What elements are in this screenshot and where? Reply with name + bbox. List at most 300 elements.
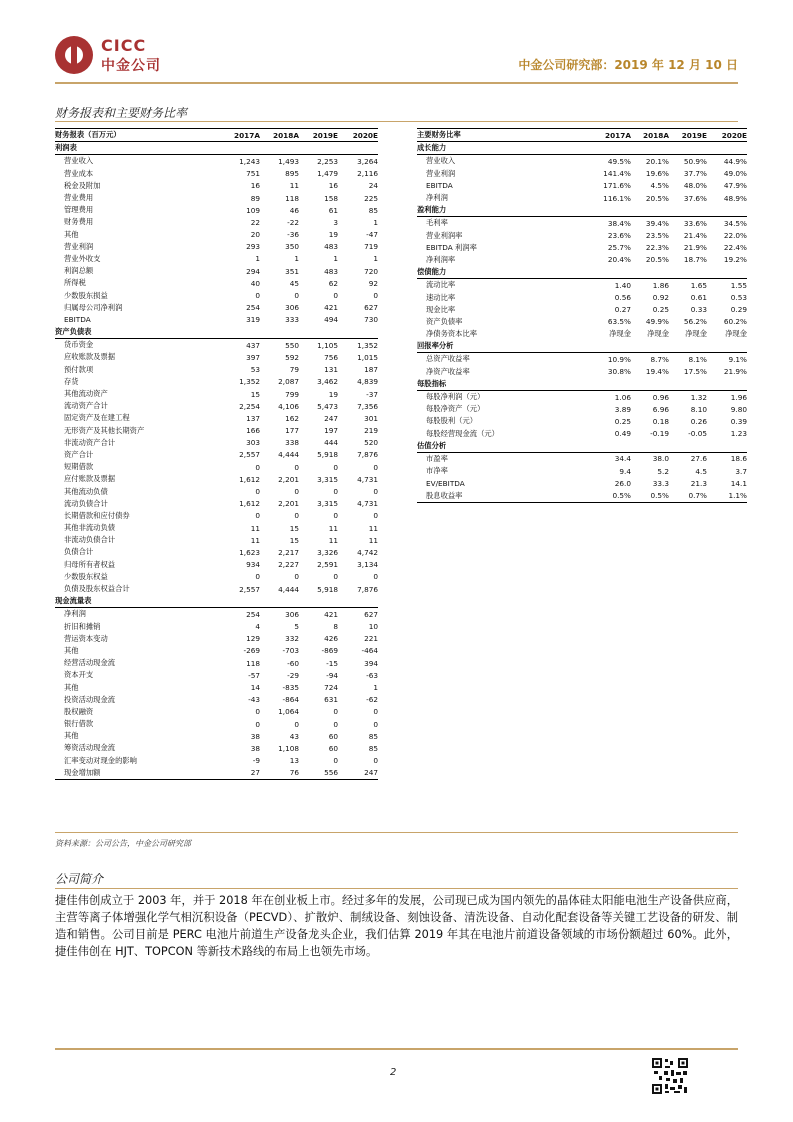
table-row <box>55 621 378 633</box>
row-value: 4,742 <box>357 547 378 557</box>
section-header-row <box>417 340 747 353</box>
row-value: 6.96 <box>652 404 669 414</box>
row-value: 2,087 <box>278 377 299 387</box>
section-title: 估值分析 <box>417 440 747 453</box>
table-row <box>55 461 378 473</box>
row-value: 0 <box>255 462 260 472</box>
row-value: 17.5% <box>683 367 707 377</box>
table-row <box>55 180 378 192</box>
row-value: 9.80 <box>730 404 747 414</box>
row-value: 63.5% <box>607 317 631 327</box>
table-row <box>417 168 747 180</box>
section-divider <box>55 121 738 122</box>
row-label: 折旧和摊销 <box>64 621 101 631</box>
row-value: 247 <box>324 413 338 423</box>
row-value: 49.0% <box>723 169 747 179</box>
row-label: 归母所有者权益 <box>64 559 116 569</box>
row-label: 营业利润率 <box>426 230 463 240</box>
row-value: 7,876 <box>357 450 378 460</box>
row-value: 0 <box>333 719 338 729</box>
row-value: 1,105 <box>317 340 338 350</box>
row-value: 0 <box>373 719 378 729</box>
row-value: 14 <box>250 683 260 693</box>
table-row <box>55 302 378 314</box>
row-value: 724 <box>324 683 338 693</box>
row-value: -43 <box>248 695 260 705</box>
footer-divider <box>55 1048 738 1050</box>
cicc-logo <box>55 36 195 76</box>
table-row <box>55 546 378 558</box>
table-row <box>55 559 378 571</box>
row-value: 550 <box>285 340 299 350</box>
row-value: 483 <box>324 242 338 252</box>
row-value: 1 <box>333 254 338 264</box>
row-label: 现金增加额 <box>55 767 220 780</box>
row-label: 其他非流动负债 <box>64 523 116 533</box>
table-row <box>55 168 378 180</box>
row-value: 38.4% <box>607 218 631 228</box>
row-value: 5,918 <box>317 584 338 594</box>
section-title: 财务报表和主要财务比率 <box>55 106 188 120</box>
logo-en: CICC <box>101 36 147 55</box>
source-note: 资料来源：公司公告，中金公司研究部 <box>55 839 191 848</box>
row-value: 351 <box>285 266 299 276</box>
row-value: 22 <box>250 217 260 227</box>
row-value: 1,015 <box>357 352 378 362</box>
row-value: 1 <box>373 683 378 693</box>
row-label: 税金及附加 <box>64 180 101 190</box>
row-value: 0.53 <box>730 293 747 303</box>
row-value: 44.9% <box>723 156 747 166</box>
row-value: 483 <box>324 266 338 276</box>
row-value: 23.6% <box>607 231 631 241</box>
table-row <box>417 291 747 303</box>
table-row <box>417 328 747 340</box>
row-value: 0 <box>255 291 260 301</box>
intro-divider <box>55 888 738 889</box>
row-value: 85 <box>368 731 378 741</box>
row-label: 净利润 <box>64 609 86 619</box>
row-value: 60 <box>328 731 338 741</box>
page-number: 2 <box>390 1067 397 1078</box>
row-value: 129 <box>246 634 260 644</box>
logo-cn: 中金公司 <box>101 58 161 74</box>
row-value: 3,326 <box>317 547 338 557</box>
table-row <box>55 473 378 485</box>
row-value: 0 <box>255 511 260 521</box>
row-value: 397 <box>246 352 260 362</box>
table-row <box>55 229 378 241</box>
section-title: 盈利能力 <box>417 204 747 217</box>
row-label: 主要财务比率 <box>417 129 591 142</box>
row-value: 0 <box>294 511 299 521</box>
row-value: 5 <box>294 622 299 632</box>
row-value: 799 <box>285 389 299 399</box>
row-value: 332 <box>285 634 299 644</box>
table-row <box>417 230 747 242</box>
row-label: 长期借款和应付债券 <box>64 510 130 520</box>
header-divider <box>55 82 738 84</box>
row-value: 1.86 <box>652 280 669 290</box>
row-value: 20 <box>250 230 260 240</box>
table-row <box>417 180 747 192</box>
table-row <box>55 449 378 461</box>
row-value: 53 <box>250 365 260 375</box>
financial-ratios-table <box>417 128 747 503</box>
row-value: 19.4% <box>645 367 669 377</box>
financial-statements-table <box>55 128 378 780</box>
row-value: 2,254 <box>239 401 260 411</box>
row-value: 303 <box>246 438 260 448</box>
table-row <box>55 633 378 645</box>
row-label: 营运资本变动 <box>64 633 108 643</box>
row-value: 40 <box>250 278 260 288</box>
row-value: 2020E <box>707 129 747 142</box>
table-row <box>417 254 747 266</box>
row-value: 751 <box>246 169 260 179</box>
row-value: 10 <box>368 622 378 632</box>
row-value: 24 <box>368 181 378 191</box>
row-value: 0 <box>373 462 378 472</box>
row-value: 20.5% <box>645 193 669 203</box>
row-value: 2,227 <box>278 560 299 570</box>
row-value: 19 <box>328 389 338 399</box>
row-value: 19.2% <box>723 255 747 265</box>
table-row <box>417 428 747 440</box>
row-label: 财务报表（百万元） <box>55 129 220 142</box>
row-value: 8.7% <box>650 354 669 364</box>
row-value: 421 <box>324 609 338 619</box>
row-value: 20.1% <box>645 156 669 166</box>
row-value: 1,623 <box>239 547 260 557</box>
row-value: 79 <box>289 365 299 375</box>
table-row <box>417 155 747 168</box>
row-value: 14.1 <box>730 478 747 488</box>
row-value: -47 <box>366 230 378 240</box>
table-row <box>55 730 378 742</box>
row-value: 426 <box>324 634 338 644</box>
row-label: 其他 <box>64 229 79 239</box>
row-value: 9.1% <box>728 354 747 364</box>
row-label: 市净率 <box>426 466 448 476</box>
row-value: 1.55 <box>730 280 747 290</box>
row-value: 2,557 <box>239 584 260 594</box>
table-header-row <box>417 129 747 142</box>
row-value: 1,064 <box>278 707 299 717</box>
table-row <box>417 242 747 254</box>
table-row <box>55 265 378 277</box>
row-value: -464 <box>361 646 378 656</box>
row-value: 15 <box>289 535 299 545</box>
row-value: 16 <box>250 181 260 191</box>
row-label: 预付款项 <box>64 364 94 374</box>
row-value: 47.9% <box>723 181 747 191</box>
row-value: 2019E <box>669 129 707 142</box>
row-value: 45 <box>289 278 299 288</box>
row-label: 市盈率 <box>426 453 448 463</box>
row-value: 5.2 <box>657 466 669 476</box>
row-value: 1,493 <box>278 156 299 166</box>
section-header-row <box>417 266 747 279</box>
table-row <box>55 583 378 595</box>
row-value: 13 <box>289 756 299 766</box>
row-value: 421 <box>324 303 338 313</box>
row-value: 197 <box>324 426 338 436</box>
row-value: 4,106 <box>278 401 299 411</box>
row-value: 2,116 <box>357 169 378 179</box>
row-value: 0 <box>373 756 378 766</box>
row-value: 92 <box>368 278 378 288</box>
section-header-row <box>55 142 378 155</box>
row-value: 0 <box>373 707 378 717</box>
row-value: 33.3 <box>652 478 669 488</box>
row-value: 2017A <box>591 129 631 142</box>
row-label: 现金比率 <box>426 304 456 314</box>
row-value: -869 <box>321 646 338 656</box>
table-row <box>55 608 378 621</box>
row-value: 437 <box>246 340 260 350</box>
row-value: 116.1% <box>603 193 631 203</box>
table-row <box>55 289 378 301</box>
row-value: 89 <box>250 193 260 203</box>
row-value: 0 <box>333 756 338 766</box>
row-value: 27.6 <box>690 454 707 464</box>
row-value: 166 <box>246 426 260 436</box>
section-header-row <box>55 595 378 608</box>
row-value: 37.7% <box>683 169 707 179</box>
row-value: 48.0% <box>683 181 707 191</box>
row-value: 171.6% <box>603 181 631 191</box>
row-value: 85 <box>368 743 378 753</box>
row-value: 219 <box>364 426 378 436</box>
row-value: 34.4 <box>614 454 631 464</box>
table-row <box>55 204 378 216</box>
qr-code-icon <box>651 1057 689 1095</box>
row-value: 0.56 <box>614 293 631 303</box>
section-header-row <box>417 378 747 391</box>
row-value: 0.5% <box>591 489 631 502</box>
row-value: 0 <box>373 511 378 521</box>
row-value: 0 <box>294 572 299 582</box>
row-value: 60.2% <box>723 317 747 327</box>
row-value: 627 <box>364 609 378 619</box>
table-row <box>55 364 378 376</box>
row-label: 汇率变动对现金的影响 <box>64 755 137 765</box>
row-value: 7,876 <box>357 584 378 594</box>
table-row <box>55 155 378 168</box>
row-value: -29 <box>287 670 299 680</box>
row-value: 61 <box>328 205 338 215</box>
row-value: 158 <box>324 193 338 203</box>
row-value: 0 <box>333 487 338 497</box>
row-label: EBITDA <box>426 181 453 191</box>
row-value: 净现金 <box>685 329 707 339</box>
row-value: -0.19 <box>650 429 669 439</box>
intro-title: 公司简介 <box>55 872 104 886</box>
row-value: 38 <box>250 731 260 741</box>
row-value: -63 <box>366 670 378 680</box>
row-value: 20.5% <box>645 255 669 265</box>
row-value: 0 <box>255 719 260 729</box>
row-value: 0.96 <box>652 392 669 402</box>
row-value: 177 <box>285 426 299 436</box>
row-label: 流动负债合计 <box>64 498 108 508</box>
row-value: 0 <box>333 572 338 582</box>
row-value: 0 <box>373 291 378 301</box>
row-value: 48.9% <box>723 193 747 203</box>
row-label: 固定资产及在建工程 <box>64 413 130 423</box>
row-value: 934 <box>246 560 260 570</box>
row-value: 0.5% <box>631 489 669 502</box>
row-value: 0.7% <box>669 489 707 502</box>
row-value: 333 <box>285 315 299 325</box>
row-value: -57 <box>248 670 260 680</box>
table-row <box>417 304 747 316</box>
row-value: 8 <box>333 622 338 632</box>
section-title: 每股指标 <box>417 378 747 391</box>
row-value: -36 <box>287 230 299 240</box>
row-value: 0 <box>294 487 299 497</box>
row-value: 4,444 <box>278 584 299 594</box>
row-label: 无形资产及其他长期资产 <box>64 425 145 435</box>
table-row <box>55 400 378 412</box>
row-value: 0 <box>333 707 338 717</box>
row-value: 3,315 <box>317 499 338 509</box>
row-value: 49.5% <box>607 156 631 166</box>
row-label: 其他流动负债 <box>64 486 108 496</box>
row-value: 11 <box>289 181 299 191</box>
table-row <box>55 510 378 522</box>
row-label: 少数股东权益 <box>64 571 108 581</box>
row-label: 营业利润 <box>426 168 456 178</box>
row-label: 其他流动资产 <box>64 389 108 399</box>
row-value: 11 <box>328 523 338 533</box>
row-value: 720 <box>364 266 378 276</box>
row-value: 3 <box>333 217 338 227</box>
row-value: 11 <box>328 535 338 545</box>
section-title: 资产负债表 <box>55 326 378 339</box>
row-label: 净利润 <box>426 193 448 203</box>
row-value: 4.5 <box>695 466 707 476</box>
row-value: 0 <box>255 707 260 717</box>
row-value: 50.9% <box>683 156 707 166</box>
row-label: 短期借款 <box>64 462 94 472</box>
row-value: 20.4% <box>607 255 631 265</box>
table-row <box>55 669 378 681</box>
table-row <box>417 316 747 328</box>
row-value: 10.9% <box>607 354 631 364</box>
row-label: EBITDA <box>64 315 91 325</box>
section-header-row <box>417 142 747 155</box>
row-value: 0.18 <box>652 416 669 426</box>
row-value: 350 <box>285 242 299 252</box>
row-value: 1.65 <box>690 280 707 290</box>
row-value: -94 <box>326 670 338 680</box>
row-value: 3,462 <box>317 377 338 387</box>
row-label: 每股净资产（元） <box>426 404 485 414</box>
section-title: 回报率分析 <box>417 340 747 353</box>
row-value: 21.9% <box>683 243 707 253</box>
row-label: 应收账款及票据 <box>64 352 116 362</box>
row-value: 30.8% <box>607 367 631 377</box>
row-value: 895 <box>285 169 299 179</box>
row-value: 0.33 <box>690 305 707 315</box>
row-value: 5,473 <box>317 401 338 411</box>
row-label: 流动资产合计 <box>64 401 108 411</box>
table-row <box>55 412 378 424</box>
row-value: 21.9% <box>723 367 747 377</box>
row-value: 1 <box>373 217 378 227</box>
row-value: 4.5% <box>650 181 669 191</box>
row-label: 净资产收益率 <box>426 366 470 376</box>
table-row <box>417 353 747 366</box>
row-label: 负债合计 <box>64 547 94 557</box>
row-label: 其他 <box>64 731 79 741</box>
table-row <box>55 485 378 497</box>
row-value: 25.7% <box>607 243 631 253</box>
row-value: 0 <box>373 487 378 497</box>
row-label: 毛利率 <box>426 218 448 228</box>
table-row <box>55 755 378 767</box>
row-value: 5,918 <box>317 450 338 460</box>
row-value: 0.61 <box>690 293 707 303</box>
row-value: 22.4% <box>723 243 747 253</box>
row-label: 净债务资本比率 <box>426 329 478 339</box>
row-label: 负债及股东权益合计 <box>64 584 130 594</box>
row-value: 2018A <box>260 129 299 142</box>
row-value: 7,356 <box>357 401 378 411</box>
row-label: 速动比率 <box>426 292 456 302</box>
row-value: 22.0% <box>723 231 747 241</box>
table-row <box>55 437 378 449</box>
row-value: 1,108 <box>278 743 299 753</box>
table-row <box>55 351 378 363</box>
table-row <box>55 192 378 204</box>
page-header <box>55 36 738 86</box>
row-value: 1.1% <box>707 489 747 502</box>
row-value: -15 <box>326 658 338 668</box>
row-value: 2020E <box>338 129 378 142</box>
table-row <box>417 415 747 427</box>
row-label: 所得税 <box>64 278 86 288</box>
row-value: 3.89 <box>614 404 631 414</box>
row-label: 股权融资 <box>64 706 94 716</box>
row-value: 11 <box>250 535 260 545</box>
table-row <box>55 718 378 730</box>
table-row <box>55 216 378 228</box>
row-value: -835 <box>282 683 299 693</box>
row-value: 0.26 <box>690 416 707 426</box>
row-label: 营业利润 <box>64 241 94 251</box>
row-label: 归属母公司净利润 <box>64 302 123 312</box>
row-value: 0.25 <box>652 305 669 315</box>
row-value: 1.96 <box>730 392 747 402</box>
row-value: 16 <box>328 181 338 191</box>
row-value: 1 <box>255 254 260 264</box>
row-label: 非流动负债合计 <box>64 535 116 545</box>
row-value: 494 <box>324 315 338 325</box>
row-label: 营业外收支 <box>64 253 101 263</box>
row-value: -60 <box>287 658 299 668</box>
row-value: 294 <box>246 266 260 276</box>
section-title: 偿债能力 <box>417 266 747 279</box>
row-value: 净现金 <box>609 329 631 339</box>
row-value: 18.7% <box>683 255 707 265</box>
row-label: 利润总额 <box>64 266 94 276</box>
row-value: 730 <box>364 315 378 325</box>
row-label: 非流动资产合计 <box>64 437 116 447</box>
row-value: 15 <box>250 389 260 399</box>
